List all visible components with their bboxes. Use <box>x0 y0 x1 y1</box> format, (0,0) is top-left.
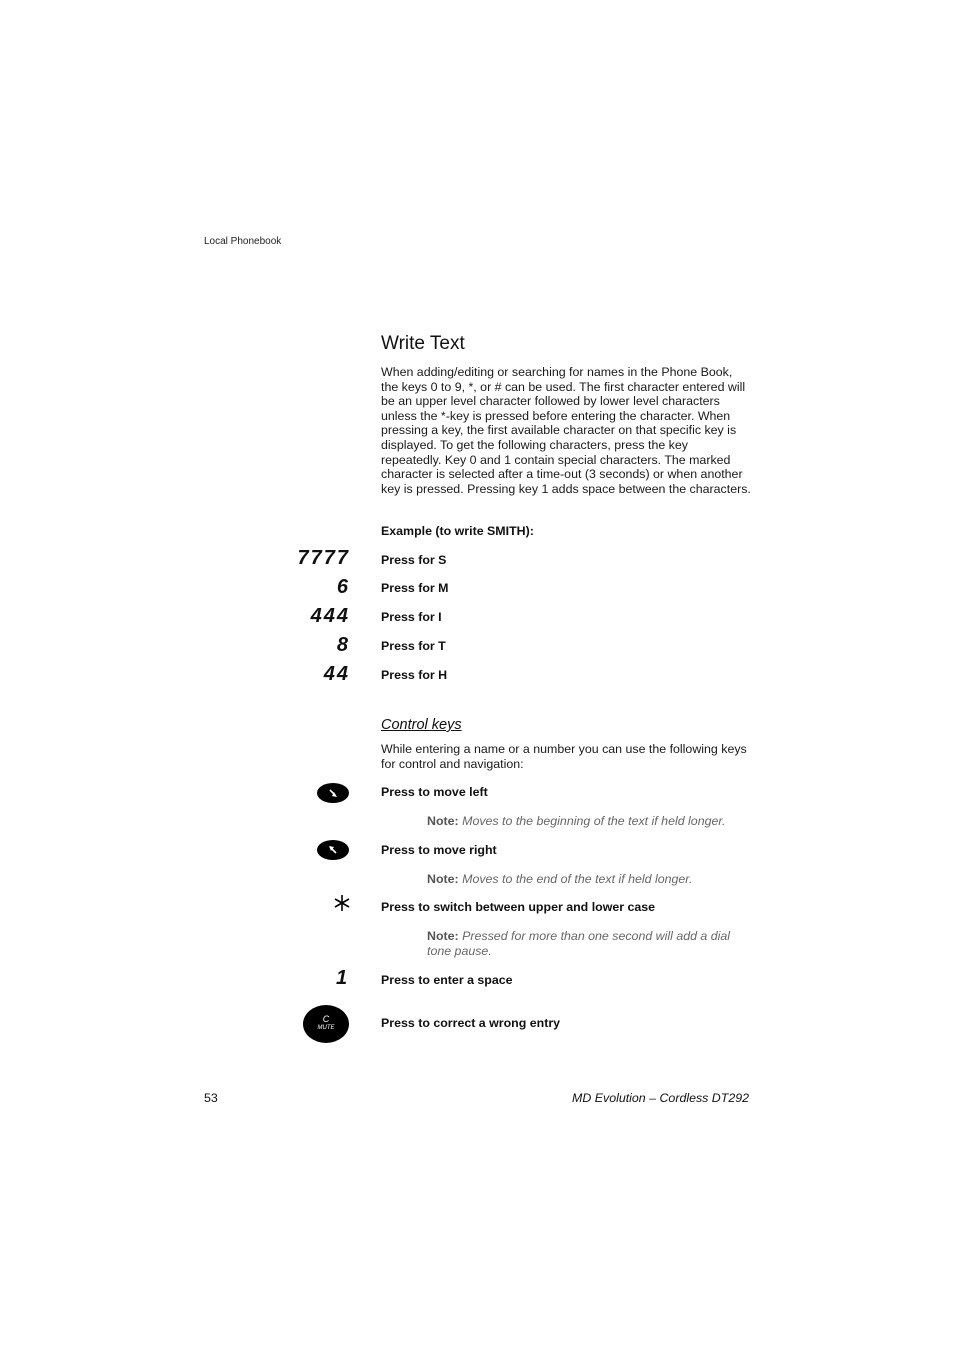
step-key-7777: 7777 <box>297 547 350 569</box>
move-left-label: Press to move left <box>381 785 488 799</box>
note-text: Moves to the end of the text if held longer. <box>462 872 693 886</box>
step-key-44: 44 <box>323 663 350 685</box>
one-key-icon: 1 <box>336 967 348 989</box>
mute-key-glyph: MUTE <box>317 1025 335 1031</box>
step-key-8: 8 <box>336 634 350 656</box>
step-key-6: 6 <box>336 576 350 598</box>
step-label-i: Press for I <box>381 610 442 624</box>
page-number: 53 <box>204 1091 218 1105</box>
example-heading: Example (to write SMITH): <box>381 524 534 538</box>
page-title: Write Text <box>381 333 465 354</box>
note-label: Note: <box>427 929 459 943</box>
step-label-t: Press for T <box>381 639 446 653</box>
step-key-444: 444 <box>310 605 350 627</box>
step-label-h: Press for H <box>381 668 448 682</box>
enter-space-label: Press to enter a space <box>381 973 513 987</box>
c-mute-key-icon <box>303 1005 349 1043</box>
running-header: Local Phonebook <box>204 236 282 247</box>
note-text: Pressed for more than one second will add a dial tone pause. <box>427 929 731 958</box>
move-right-note <box>427 872 747 887</box>
control-keys-intro: While entering a name or a number you can use the following keys for control and navigation: <box>381 742 747 771</box>
control-keys-heading: Control keys <box>381 717 462 733</box>
move-right-label: Press to move right <box>381 843 497 857</box>
correct-entry-label: Press to correct a wrong entry <box>381 1016 561 1030</box>
product-name: MD Evolution – Cordless DT292 <box>572 1091 749 1105</box>
c-key-glyph: C <box>322 1014 330 1024</box>
step-label-s: Press for S <box>381 553 447 567</box>
step-label-m: Press for M <box>381 581 449 595</box>
note-text: Moves to the beginning of the text if held longer. <box>462 814 726 828</box>
note-label: Note: <box>427 814 459 828</box>
star-key-icon <box>334 894 350 916</box>
nav-left-key-icon <box>317 783 349 803</box>
switch-case-label: Press to switch between upper and lower case <box>381 900 656 914</box>
switch-case-note <box>427 929 747 958</box>
nav-right-key-icon <box>317 840 349 860</box>
note-label: Note: <box>427 872 459 886</box>
intro-paragraph: When adding/editing or searching for names in the Phone Book, the keys 0 to 9, *, or # can be used. The first character entered will be an upper level character followed by lower level characters unless the *-key is pressed before entering the character. When pressing a key, the first available character on that specific key is displayed. To get the following characters, press the key repeatedly. Key 0 and 1 contain special characters. The marked character is selected after a time-out (3 seconds) or when another key is pressed. Pressing key 1 adds space between the characters. <box>381 365 751 496</box>
move-left-note <box>427 814 747 829</box>
